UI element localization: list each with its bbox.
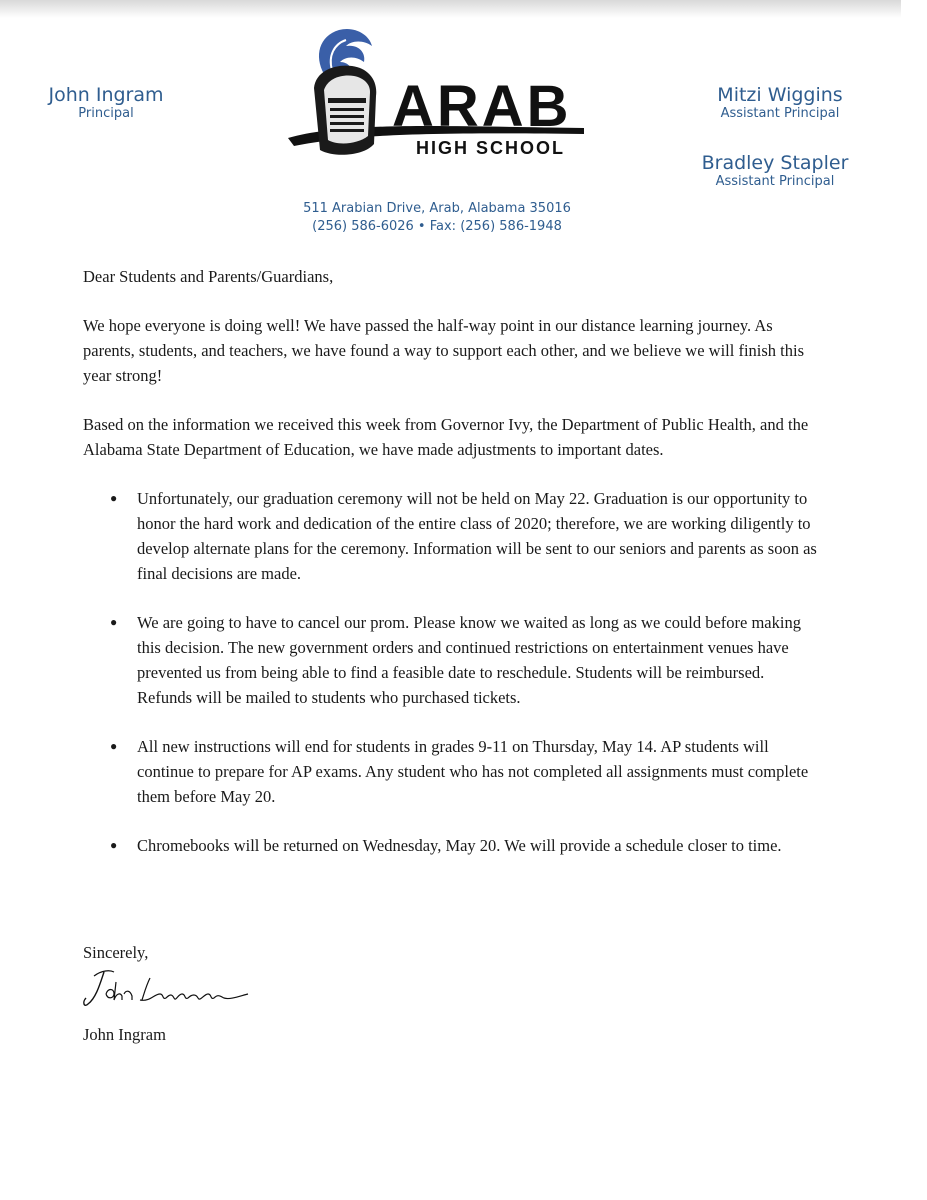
assistant-principal-1-block xyxy=(700,84,860,122)
salutation: Dear Students and Parents/Guardians, xyxy=(83,267,334,286)
assistant-principal-2-title: Assistant Principal xyxy=(715,174,835,189)
list-item-text: Chromebooks will be returned on Wednesday, May 20. We will provide a schedule closer to time. xyxy=(137,836,782,855)
school-type: HIGH SCHOOL xyxy=(416,138,566,158)
address-line-1: 511 Arabian Drive, Arab, Alabama 35016 xyxy=(303,201,571,216)
assistant-principal-1-name: Mitzi Wiggins xyxy=(717,84,843,106)
list-item xyxy=(83,833,823,858)
handwritten-signature xyxy=(80,964,260,1014)
bullet-icon: ● xyxy=(110,838,118,852)
paragraph-2: Based on the information we received this week from Governor Ivy, the Department of Public Health, and the Alabama State Department of Education, we have made adjustments to important dates. xyxy=(83,415,809,459)
page-right-margin xyxy=(901,0,927,1200)
list-item xyxy=(83,610,823,710)
school-name: ARAB xyxy=(392,74,572,139)
list-item xyxy=(83,734,823,809)
principal-name: John Ingram xyxy=(48,84,164,106)
letter-body xyxy=(83,264,823,882)
address-line-2: (256) 586-6026 • Fax: (256) 586-1948 xyxy=(312,219,562,234)
list-item-text: Unfortunately, our graduation ceremony will not be held on May 22. Graduation is our opportunity to honor the hard work and dedication of the entire class of 2020; therefore, we are working diligently to develop alternate plans for the ceremony. Information will be sent to our seniors and parents as soon as final decisions are made. xyxy=(137,489,817,583)
assistant-principal-2-name: Bradley Stapler xyxy=(701,152,849,174)
announcement-list xyxy=(83,486,823,858)
top-edge-shadow xyxy=(0,0,927,18)
assistant-principal-1-title: Assistant Principal xyxy=(720,106,840,121)
list-item-text: All new instructions will end for students in grades 9-11 on Thursday, May 14. AP students will continue to prepare for AP exams. Any student who has not completed all assignments must complete them before May 20. xyxy=(137,737,809,806)
school-address xyxy=(262,200,612,236)
bullet-icon: ● xyxy=(110,615,118,629)
assistant-principal-2-block xyxy=(690,152,860,190)
bullet-icon: ● xyxy=(110,739,118,753)
school-logo xyxy=(284,26,594,186)
principal-title: Principal xyxy=(78,106,134,121)
list-item xyxy=(83,486,823,586)
paragraph-1: We hope everyone is doing well! We have passed the half-way point in our distance learning journey. As parents, students, and teachers, we have found a way to support each other, and we believe we will finish this year strong! xyxy=(83,316,804,385)
principal-block xyxy=(36,84,176,122)
signer-name: John Ingram xyxy=(83,1025,166,1044)
list-item-text: We are going to have to cancel our prom. Please know we waited as long as we could before making this decision. The new government orders and continued restrictions on entertainment venues have prevented us from being able to find a feasible date to reschedule. Students will be reimbursed. Refunds will be mailed to students who purchased tickets. xyxy=(137,613,801,707)
bullet-icon: ● xyxy=(110,491,118,505)
closing: Sincerely, xyxy=(83,943,149,962)
